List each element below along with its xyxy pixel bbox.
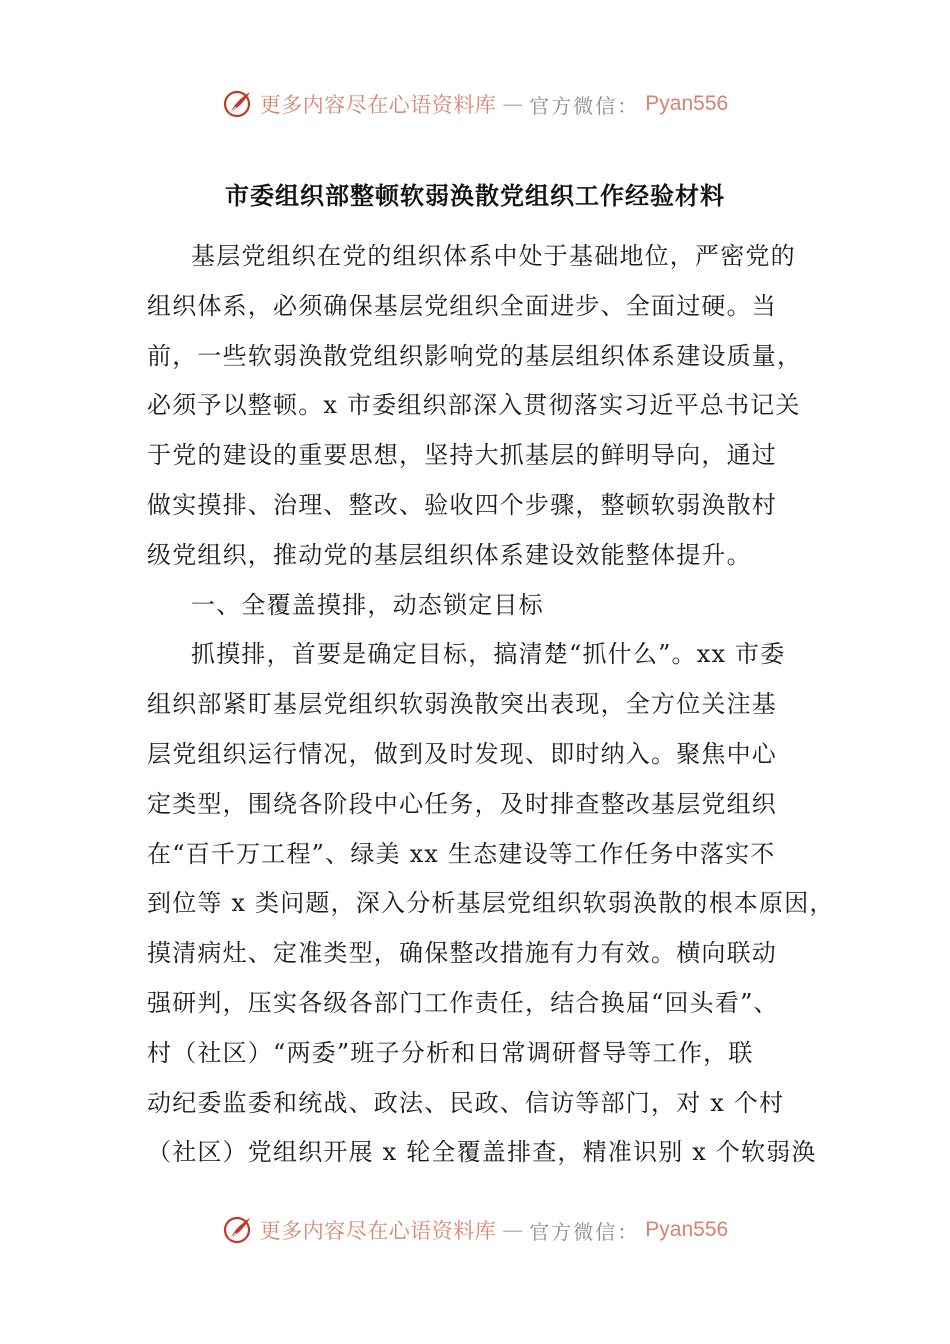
watermark-wechat-label: 官方微信： [529, 1219, 640, 1244]
body-line: 于党的建设的重要思想，坚持大抓基层的鲜明导向，通过 [147, 441, 777, 470]
body-line: 必须予以整顿。x 市委组织部深入贯彻落实习近平总书记关 [147, 391, 801, 420]
header-watermark [0, 84, 950, 124]
body-line: 级党组织，推动党的基层组织体系建设效能整体提升。 [147, 540, 752, 569]
watermark-wechat-id: Pyan556 [645, 92, 729, 115]
body-line: 层党组织运行情况，做到及时发现、即时纳入。聚焦中心 [147, 739, 777, 768]
document-body [147, 232, 835, 1178]
body-line: 组织体系，必须确保基层党组织全面进步、全面过硬。当 [147, 291, 777, 320]
quill-pen-logo-icon [222, 1214, 254, 1246]
body-line: 组织部紧盯基层党组织软弱涣散突出表现，全方位关注基 [147, 690, 777, 719]
watermark-wechat-label: 官方微信： [529, 93, 640, 118]
body-line: 抓摸排，首要是确定目标，搞清楚“抓什么”。xx 市委 [191, 640, 786, 669]
body-line: 摸清病灶、定准类型，确保整改措施有力有效。横向联动 [147, 939, 777, 968]
quill-pen-logo-icon [222, 88, 254, 120]
document-title: 市委组织部整顿软弱涣散党组织工作经验材料 [225, 181, 725, 210]
section-heading: 一、全覆盖摸排，动态锁定目标 [191, 590, 544, 619]
watermark-site-text: 更多内容尽在心语资料库 [259, 1219, 497, 1243]
footer-watermark [0, 1210, 950, 1250]
watermark-site-text: 更多内容尽在心语资料库 [259, 93, 497, 117]
watermark-separator: — [502, 1218, 524, 1242]
body-line: 村（社区）“两委”班子分析和日常调研督导等工作，联 [147, 1038, 754, 1067]
body-line: 到位等 x 类问题，深入分析基层党组织软弱涣散的根本原因， [147, 889, 835, 918]
watermark-separator: — [502, 92, 524, 116]
body-line: 基层党组织在党的组织体系中处于基础地位，严密党的 [191, 242, 796, 270]
body-line: 动纪委监委和统战、政法、民政、信访等部门，对 x 个村 [147, 1088, 785, 1117]
body-line: 做实摸排、治理、整改、验收四个步骤，整顿软弱涣散村 [147, 490, 777, 519]
body-line: 强研判，压实各级各部门工作责任，结合换届“回头看”、 [147, 988, 779, 1017]
watermark-wechat-id: Pyan556 [645, 1218, 729, 1241]
body-line: 定类型，围绕各阶段中心任务，及时排查整改基层党组织 [147, 789, 777, 818]
body-line: （社区）党组织开展 x 轮全覆盖排查，精准识别 x 个软弱涣 [147, 1138, 817, 1167]
body-line: 在“百千万工程”、绿美 xx 生态建设等工作任务中落实不 [147, 839, 776, 868]
body-line: 前，一些软弱涣散党组织影响党的基层组织体系建设质量， [147, 341, 803, 370]
